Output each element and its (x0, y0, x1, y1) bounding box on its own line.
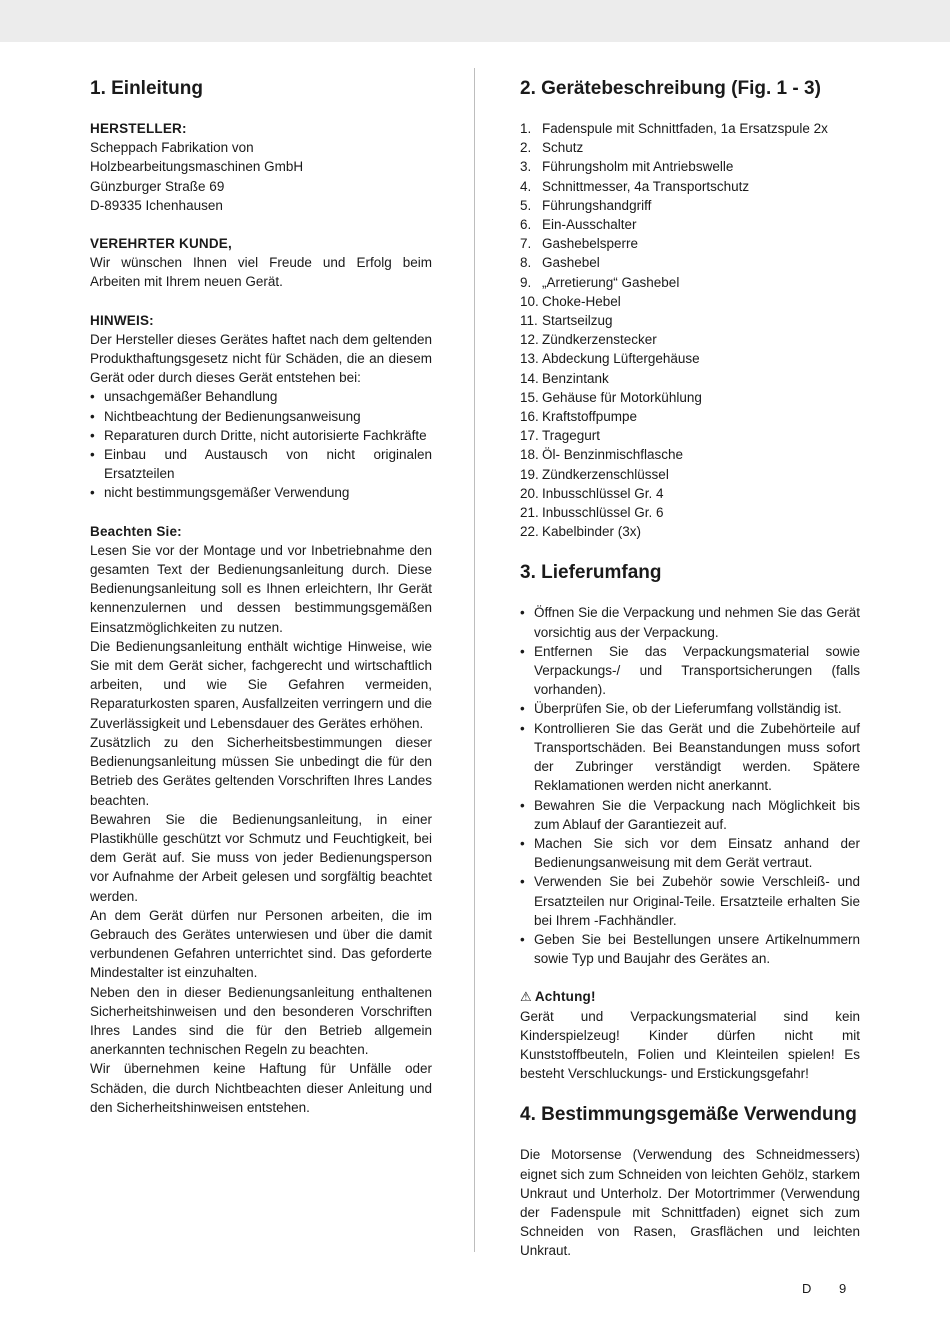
item-number: 9. (520, 274, 532, 290)
item-number: 8. (520, 255, 532, 271)
item-number: 5. (520, 197, 532, 213)
item-text: Zündkerzenschlüssel (542, 466, 669, 482)
parts-list-item (520, 119, 860, 138)
parts-list-item (520, 311, 860, 330)
kunde-block (90, 234, 432, 292)
item-text: Inbusschlüssel Gr. 6 (542, 505, 664, 521)
item-text: Führungsholm mit Antriebswelle (542, 159, 734, 175)
item-text: Kabelbinder (3x) (542, 524, 642, 540)
beachten-block (90, 522, 432, 1117)
item-number: 3. (520, 159, 532, 175)
address-line: D-89335 Ichenhausen (90, 197, 223, 213)
list-item: • Machen Sie sich vor dem Einsatz anhand der Bedienungsanweisung mit dem Gerät vertraut. (520, 834, 860, 872)
parts-list-item (520, 273, 860, 292)
list-item: • nicht bestimmungsgemäßer Verwendung (90, 483, 432, 502)
list-item: • Geben Sie bei Bestellungen unsere Artikelnummern sowie Typ und Baujahr des Gerätes an. (520, 930, 860, 968)
list-item: • Reparaturen durch Dritte, nicht autorisierte Fachkräfte (90, 426, 432, 445)
list-item: • Bewahren Sie die Verpackung nach Möglichkeit bis zum Ablauf der Garantiezeit auf. (520, 796, 860, 834)
parts-list-item (520, 138, 860, 157)
item-number: 14. (520, 370, 539, 386)
item-number: 20. (520, 485, 539, 501)
item-text: Gehäuse für Motorkühlung (542, 389, 702, 405)
parts-list-item (520, 407, 860, 426)
section-title-lieferumfang: 3. Lieferumfang (520, 562, 662, 584)
list-item: • Kontrollieren Sie das Gerät und die Zubehörteile auf Transportschäden. Bei Beanstandungen muss sofort der Zubringer verständigt werden. Spätere Reklamationen werden nicht anerkannt. (520, 719, 860, 796)
item-text: Startseilzug (542, 313, 613, 329)
item-text: Fadenspule mit Schnittfaden, 1a Ersatzspule 2x (542, 121, 828, 136)
item-text: Zündkerzenstecker (542, 332, 657, 348)
section-title-verwendung: 4. Bestimmungsgemäße Verwendung (520, 1104, 857, 1126)
beachten-paragraph: An dem Gerät dürfen nur Personen arbeiten, die im Gebrauch des Gerätes unterwiesen und über die damit verbundenen Gefahren unterrichtet sind. Das geforderte Mindestalter ist einzuhalten. (90, 907, 432, 981)
footer-language: D (802, 1281, 812, 1296)
item-number: 16. (520, 409, 539, 425)
hinweis-label: HINWEIS: (90, 312, 154, 328)
parts-list-item (520, 445, 860, 464)
section-title-geraetebeschreibung: 2. Gerätebeschreibung (Fig. 1 - 3) (520, 78, 821, 99)
beachten-paragraph: Wir übernehmen keine Haftung für Unfälle oder Schäden, die durch Nichtbeachten dieser Anleitung und den Sicherheitshinweisen entstehen. (90, 1061, 432, 1115)
beachten-paragraph: Neben den in dieser Bedienungsanleitung enthaltenen Sicherheitshinweisen und den besonderen Vorschriften Ihres Landes sind die für den Betrieb allgemein anerkannten technischen Regeln zu beachten. (90, 984, 432, 1058)
item-number: 6. (520, 217, 532, 233)
item-text: Schutz (542, 140, 584, 156)
parts-list-item (520, 349, 860, 368)
parts-list-item (520, 369, 860, 388)
right-column (520, 76, 860, 1261)
section-title-einleitung: 1. Einleitung (90, 78, 203, 99)
warning-icon: ⚠ (520, 989, 532, 1005)
beachten-paragraph: Die Bedienungsanleitung enthält wichtige Hinweise, wie Sie mit dem Gerät sicher, fachgerecht und wirtschaftlich arbeiten, und wie Sie Gefahren vermeiden, Reparaturkosten sparen, Ausfallzeiten verringern und die Zuverlässigkeit und Lebensdauer des Gerätes erhöhen. (90, 638, 432, 731)
achtung-block (520, 987, 860, 1083)
item-number: 7. (520, 236, 532, 252)
parts-list-item (520, 215, 860, 234)
beachten-paragraph: Bewahren Sie die Bedienungsanleitung, in einer Plastikhülle geschützt vor Schmutz und Feuchtigkeit, bei dem Gerät auf. Sie muss von jeder Bedienungsperson vor Aufnahme der Arbeit gelesen und sorgfältig beachtet werden. (90, 811, 432, 904)
item-number: 2. (520, 140, 532, 156)
parts-list-item (520, 388, 860, 407)
list-item: • Entfernen Sie das Verpackungsmaterial sowie Verpackungs-/ und Transportsicherungen (falls vorhanden). (520, 642, 860, 700)
item-text: Schnittmesser, 4a Transportschutz (542, 178, 750, 194)
list-item: • Nichtbeachtung der Bedienungsanweisung (90, 407, 432, 426)
parts-list (520, 119, 860, 541)
item-number: 13. (520, 351, 539, 367)
lieferumfang-list (520, 603, 860, 968)
item-text: Gashebelsperre (542, 236, 639, 252)
hinweis-block (90, 311, 432, 503)
hinweis-text: Der Hersteller dieses Gerätes haftet nach dem geltenden Produkthaftungsgesetz nicht für Schäden, die an diesem Gerät oder durch dieses Gerät entstehen bei: (90, 331, 432, 386)
item-number: 18. (520, 447, 539, 463)
column-divider (474, 68, 475, 1252)
parts-list-item (520, 522, 860, 541)
item-number: 1. (520, 121, 532, 136)
list-item: • Verwenden Sie bei Zubehör sowie Verschleiß- und Ersatzteilen nur Original-Teile. Ersatzteile erhalten Sie bei Ihrem -Fachhändler. (520, 872, 860, 930)
item-text: Kraftstoffpumpe (542, 409, 638, 425)
parts-list-item (520, 177, 860, 196)
item-text: Abdeckung Lüftergehäuse (542, 351, 700, 367)
parts-list-item (520, 484, 860, 503)
page-number: 9 (839, 1281, 847, 1296)
hersteller-block (90, 119, 432, 215)
kunde-text: Wir wünschen Ihnen viel Freude und Erfolg beim Arbeiten mit Ihrem neuen Gerät. (90, 255, 432, 290)
beachten-paragraph: Lesen Sie vor der Montage und vor Inbetriebnahme den gesamten Text der Bedienungsanleitung durch. Diese Bedienungsanleitung soll es Ihnen erleichtern, Ihr Gerät kennenzulernen und dessen bestimmungsgemäßen Einsatzmöglichkeiten zu nutzen. (90, 542, 432, 635)
list-item: • Einbau und Austausch von nicht originalen Ersatzteilen (90, 445, 432, 483)
item-number: 11. (520, 313, 538, 329)
parts-list-item (520, 196, 860, 215)
address-line: Holzbearbeitungsmaschinen GmbH (90, 159, 304, 175)
item-text: Tragegurt (542, 428, 601, 444)
hinweis-list (90, 387, 432, 502)
kunde-label: VEREHRTER KUNDE, (90, 236, 232, 252)
beachten-paragraph: Zusätzlich zu den Sicherheitsbestimmungen dieser Bedienungsanleitung müssen Sie unbedingt die für den Betrieb des Gerätes geltenden Vorschriften Ihres Landes beachten. (90, 734, 432, 808)
address-line: Scheppach Fabrikation von (90, 140, 254, 156)
item-text: „Arretierung“ Gashebel (542, 274, 680, 290)
parts-list-item (520, 465, 860, 484)
parts-list-item (520, 330, 860, 349)
hersteller-label: HERSTELLER: (90, 121, 187, 136)
item-number: 19. (520, 466, 539, 482)
achtung-text: Gerät und Verpackungsmaterial sind kein Kinderspielzeug! Kinder dürfen nicht mit Kunststoffbeuteln, Folien und Kleinteilen spielen! Es besteht Verschluckungs- und Erstickungsgefahr! (520, 1008, 860, 1082)
item-number: 10. (520, 293, 539, 309)
list-item: • Überprüfen Sie, ob der Lieferumfang vollständig ist. (520, 699, 860, 718)
address-line: Günzburger Straße 69 (90, 178, 225, 194)
item-number: 17. (520, 428, 539, 444)
top-bar (0, 0, 950, 42)
item-text: Choke-Hebel (542, 293, 621, 309)
parts-list-item (520, 503, 860, 522)
list-item: • Öffnen Sie die Verpackung und nehmen Sie das Gerät vorsichtig aus der Verpackung. (520, 603, 860, 641)
item-text: Gashebel (542, 255, 600, 271)
item-number: 12. (520, 332, 539, 348)
item-number: 15. (520, 389, 539, 405)
item-text: Führungshandgriff (542, 197, 652, 213)
parts-list-item (520, 426, 860, 445)
item-text: Inbusschlüssel Gr. 4 (542, 485, 664, 501)
left-column (90, 76, 432, 1117)
list-item: • unsachgemäßer Behandlung (90, 387, 432, 406)
achtung-label: Achtung! (534, 989, 596, 1005)
parts-list-item (520, 292, 860, 311)
parts-list-item (520, 253, 860, 272)
item-text: Öl- Benzinmischflasche (542, 447, 684, 463)
verwendung-text: Die Motorsense (Verwendung des Schneidmessers) eignet sich zum Schneiden von leichten Gehölz, starkem Unkraut und Unterholz. Der Motortrimmer (Verwendung der Fadenspule mit Schnittfaden) eignet sich zum Schneiden von Rasen, Grasflächen und leichten Unkraut. (520, 1147, 860, 1259)
parts-list-item (520, 234, 860, 253)
beachten-label: Beachten Sie: (90, 523, 182, 539)
item-number: 4. (520, 178, 532, 194)
parts-list-item (520, 157, 860, 176)
item-text: Ein-Ausschalter (542, 217, 637, 233)
item-text: Benzintank (542, 370, 609, 386)
item-number: 22. (520, 524, 539, 540)
item-number: 21. (520, 505, 539, 521)
